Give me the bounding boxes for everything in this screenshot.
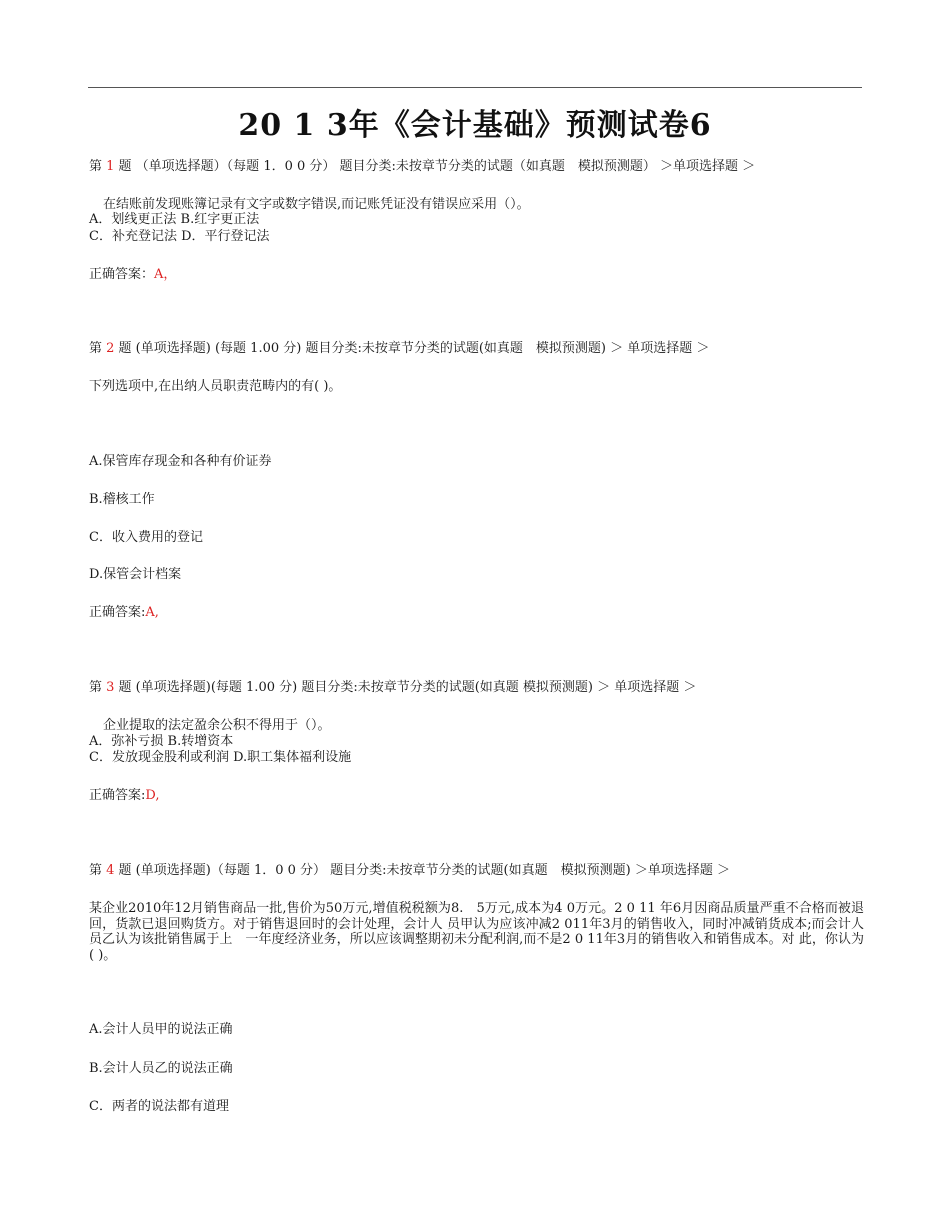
question-2-header	[89, 341, 709, 357]
question-header-text: 题 (单项选择题) (每题 1.00 分) 题目分类:未按章节分类的试题(如真题 模拟预测题) ＞ 单项选择题 ＞	[114, 341, 710, 356]
question-number: 4	[106, 863, 115, 878]
question-2-answer	[89, 605, 159, 621]
question-prefix: 第	[89, 159, 107, 174]
question-1-option-row: C．补充登记法 D．平行登记法	[89, 229, 270, 244]
question-1-stem: 在结账前发现账簿记录有文字或数字错误,而记账凭证没有错误应采用（）。	[103, 197, 530, 212]
question-header-text: 题 （单项选择题）（每题 1．0 0 分） 题目分类:未按章节分类的试题（如真题 模拟预测题） ＞单项选择题 ＞	[114, 159, 756, 174]
question-2-option: D.保管会计档案	[89, 567, 182, 582]
question-prefix: 第	[89, 863, 107, 878]
question-2-option: B.稽核工作	[89, 492, 155, 507]
question-header-text: 题 (单项选择题)（每题 1．0 0 分） 题目分类:未按章节分类的试题(如真题 模拟预测题) ＞单项选择题 ＞	[114, 863, 730, 878]
answer-value: A,	[145, 605, 159, 620]
question-4-option: B.会计人员乙的说法正确	[89, 1061, 233, 1076]
page-title: 20 1 3年《会计基础》预测试卷6	[238, 108, 712, 143]
question-1-option-row: A．划线更正法 B.红字更正法	[89, 212, 260, 227]
question-3-option-row: C．发放现金股利或利润 D.职工集体福利设施	[89, 750, 352, 765]
question-header-text: 题 (单项选择题)(每题 1.00 分) 题目分类:未按章节分类的试题(如真题 模拟预测题) ＞ 单项选择题 ＞	[114, 680, 697, 695]
question-1-header	[89, 159, 755, 175]
question-4-option: C．两者的说法都有道理	[89, 1099, 229, 1114]
question-2-option: A.保管库存现金和各种有价证券	[89, 454, 272, 469]
question-number: 3	[106, 680, 115, 695]
question-3-answer	[89, 788, 159, 804]
answer-value: A，	[154, 267, 177, 282]
question-prefix: 第	[89, 680, 107, 695]
answer-label: 正确答案:	[89, 605, 146, 620]
question-3-stem: 企业提取的法定盈余公积不得用于（）。	[103, 718, 331, 733]
top-rule	[88, 87, 862, 88]
question-2-stem: 下列选项中,在出纳人员职责范畴内的有( )。	[89, 379, 342, 394]
question-4-option: A.会计人员甲的说法正确	[89, 1022, 233, 1037]
question-2-option: C．收入费用的登记	[89, 530, 203, 545]
answer-value: D,	[145, 788, 160, 803]
question-prefix: 第	[89, 341, 107, 356]
answer-label: 正确答案:	[89, 788, 146, 803]
question-3-header	[89, 680, 696, 696]
question-3-option-row: A．弥补亏损 B.转增资本	[89, 734, 234, 749]
question-4-header	[89, 863, 730, 879]
question-4-stem: 某企业2010年12月销售商品一批,售价为50万元,增值税税额为8. 5万元,成本为4 0万元。2 0 11 年6月因商品质量严重不合格而被退回，货款已退回购货方。对于销售退回时的会计处理，会计人 员甲认为应该冲减2 011年3月的销售收入，同时冲减销货成本;而会计人员乙认为该批销售属于上 一年度经济业务，所以应该调整期初未分配利润,而不是2 0 11年3月的销售收入和销售成本。对 此，你认为( )。	[89, 901, 864, 963]
question-number: 2	[106, 341, 115, 356]
question-1-answer	[89, 267, 176, 283]
question-number: 1	[106, 159, 115, 174]
answer-label: 正确答案：	[89, 267, 155, 282]
